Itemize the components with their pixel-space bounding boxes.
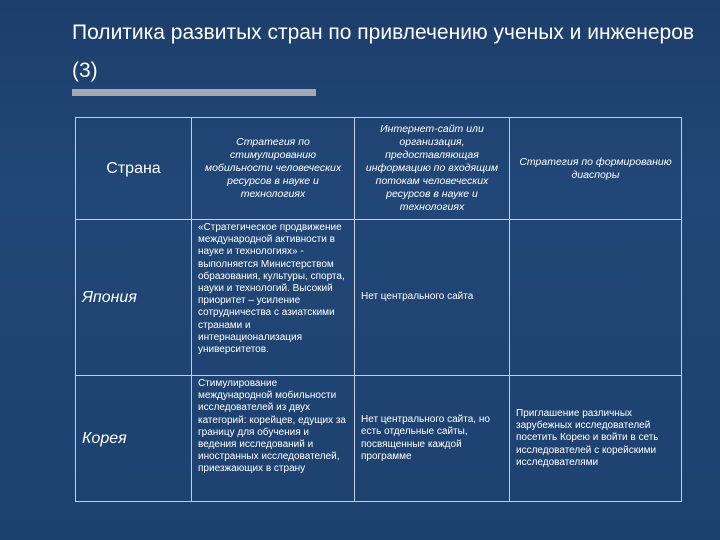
- country-cell: Корея: [76, 376, 192, 502]
- internet-site-cell: Нет центрального сайта: [355, 220, 510, 376]
- policy-table: [75, 117, 682, 502]
- country-cell: Япония: [76, 220, 192, 376]
- diaspora-cell: [510, 220, 682, 376]
- strategy-mobility-cell: Стимулирование международной мобильности исследователей из двух категорий: корейцев, едущих за границу для обучения и ведения исследований и иностранных исследователей, приезжающих в страну: [192, 376, 355, 502]
- slide-title: Политика развитых стран по привлечению ученых и инженеров (3): [72, 21, 695, 82]
- strategy-mobility-cell: «Стратегическое продвижение международной активности в науке и технологиях» - выполняется Министерством образования, культуры, спорта, науки и технологий. Высокий приоритет – усиление сотрудничества с азиатскими странами и интернационализация университетов.: [192, 220, 355, 376]
- header-internet-site: Интернет-сайт или организация, предоставляющая информацию по входящим потокам человеческих ресурсов в науке и технологиях: [355, 118, 510, 220]
- diaspora-cell: Приглашение различных зарубежных исследователей посетить Корею и войти в сеть исследователей с корейскими исследователями: [510, 376, 682, 502]
- title-underline: [72, 89, 316, 96]
- table-row: [76, 376, 682, 502]
- table-row: [76, 220, 682, 376]
- header-strategy-mobility: Стратегия по стимулированию мобильности человеческих ресурсов в науке и технологиях: [192, 118, 355, 220]
- table-header-row: [76, 118, 682, 220]
- internet-site-cell: Нет центрального сайта, но есть отдельные сайты, посвященные каждой программе: [355, 376, 510, 502]
- header-country: Страна: [76, 118, 192, 220]
- header-diaspora: Стратегия по формированию диаспоры: [510, 118, 682, 220]
